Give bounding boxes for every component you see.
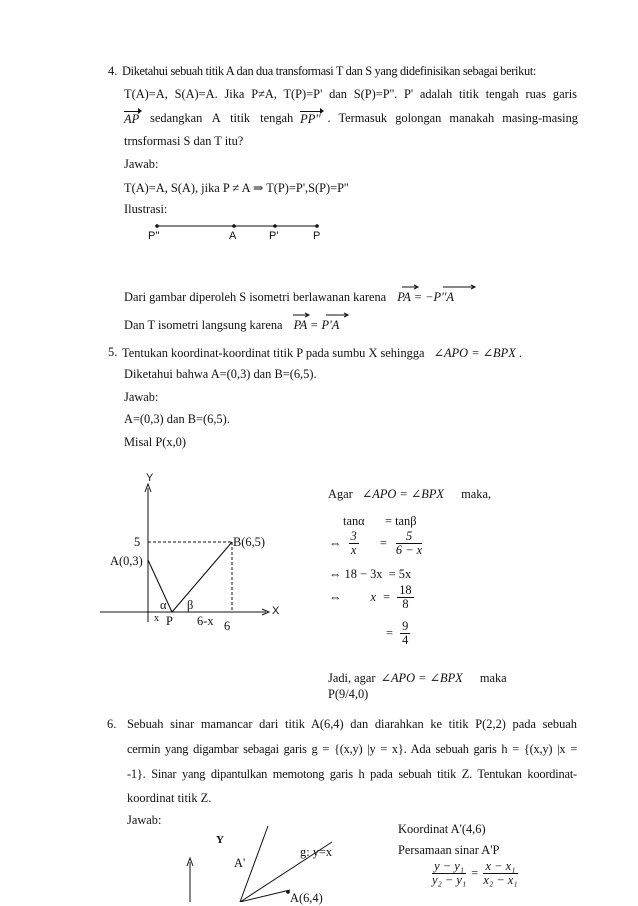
- q5-agar-eq: ∠APO = ∠BPX: [361, 487, 445, 501]
- q5-step2-rden: 6 − x: [395, 543, 423, 557]
- q5-step5-den: 4: [402, 633, 409, 647]
- q6-formula-lnum: y − y₁: [432, 860, 466, 874]
- q5-line1-eq: ∠APO = ∠BPX: [433, 346, 516, 360]
- q6-line1: Sebuah sinar mamancar dari titik A(6,4) dan diarahkan ke titik P(2,2) pada sebuah: [127, 717, 577, 731]
- q4-conclusion-1: Dari gambar diperoleh S isometri berlawanan karena PA = −P''A: [124, 290, 454, 304]
- q5-agar: Agar ∠APO = ∠BPX maka,: [328, 487, 492, 501]
- q5-given: A=(0,3) dan B=(6,5).: [124, 412, 230, 426]
- q5-step3: ⇔ 18 − 3x = 5x: [329, 567, 412, 581]
- q5-step2: ⇔ $\frac{3}{x}$ = $\frac{5}{6 - x}$: [329, 529, 423, 557]
- q5-step4: ⇔ x = $\frac{18}{8}$: [329, 583, 412, 611]
- q4-conclusion-1-eq: PA = −P''A: [397, 290, 454, 304]
- q4-conclusion-2-eq: PA = P'A: [293, 318, 340, 332]
- q6-formula-rnum: x − x₁: [483, 860, 517, 874]
- q6-graph-g: g: y=x: [300, 845, 333, 859]
- q6-formula-lden: y₂ − y₁: [432, 873, 467, 887]
- q5-line2: Diketahui bahwa A=(0,3) dan B=(6,5).: [124, 367, 317, 381]
- q5-step5-num: 9: [402, 619, 409, 633]
- q4-point-a: A: [229, 230, 237, 242]
- q6-line2: cermin yang digambar sebagai garis g = {(x,y) |y = x}. Ada sebuah garis h = {(x,y) |x =: [127, 742, 577, 756]
- q6-number: 6.: [107, 717, 117, 731]
- q5-jadi-eq: ∠APO = ∠BPX: [380, 671, 463, 685]
- q4-answer: T(A)=A, S(A), jika P ≠ A ⇒ T(P)=P',S(P)=P'': [124, 181, 349, 195]
- q5-step5: = $\frac{9}{4}$: [386, 619, 409, 647]
- q6-graph-aprime: A': [234, 856, 246, 870]
- q4-vector-arrows-1: [401, 283, 481, 291]
- q6-graph: [180, 820, 360, 902]
- q4-line2: T(A)=A, S(A)=A. Jika P≠A, T(P)=P' dan S(P)=P''. P' adalah titik tengah ruas garis: [124, 87, 577, 101]
- q5-graph-six-minus-x: 6-x: [197, 614, 214, 628]
- q5-step2-rnum: 5: [396, 530, 422, 544]
- q5-graph-y-axis: Y: [146, 472, 154, 484]
- q5-jadi: Jadi, agar ∠APO = ∠BPX maka: [328, 671, 507, 685]
- q4-line4: trnsformasi S dan T itu?: [124, 134, 244, 148]
- q6-graph-y: Y: [216, 834, 224, 846]
- q6-formula: $\frac{\text{y − y₁}}{\text{y₂ − y₁}}$ = $\frac{\text{x − x₁}}{\text{x₂ − x₁}}$: [432, 859, 518, 887]
- q4-point-p: P: [313, 230, 321, 242]
- q4-line3-end: . Termasuk golongan manakah masing-masing: [327, 111, 578, 125]
- q5-line1: Tentukan koordinat-koordinat titik P pada sumbu X sehingga ∠APO = ∠BPX .: [122, 346, 522, 360]
- q5-graph-x: x: [154, 613, 159, 624]
- q6-persamaan: Persamaan sinar A'P: [398, 843, 500, 857]
- q5-graph-a: A(0,3): [110, 554, 143, 568]
- q5-graph-y5: 5: [134, 535, 141, 549]
- q5-step2-lden: x: [350, 543, 357, 557]
- q5-result: P(9/4,0): [328, 687, 369, 701]
- q5-graph-b: B(6,5): [233, 535, 266, 549]
- q5-graph-six: 6: [224, 619, 231, 633]
- q4-segment-ap: AP: [124, 112, 140, 126]
- q4-line3: [124, 111, 578, 127]
- q5-step4-den: 8: [402, 597, 409, 611]
- q6-line3: -1}. Sinar yang dipantulkan memotong garis h pada sebuah titik Z. Tentukan koordinat-: [127, 767, 577, 781]
- q5-graph-alpha: α: [160, 598, 167, 612]
- q4-point-pprime: P': [269, 230, 279, 242]
- q4-conclusion-2: Dan T isometri langsung karena PA = P'A: [124, 318, 340, 332]
- q4-ilustrasi: Ilustrasi:: [124, 202, 168, 216]
- q5-step1-right: = tanβ: [385, 514, 417, 528]
- q4-line3-mid: sedangkan A titik tengah: [150, 111, 294, 125]
- q4-jawab: Jawab:: [124, 157, 159, 171]
- q4-point-pdoubleprime: P'': [148, 230, 160, 242]
- q6-formula-rden: x₂ − x₁: [483, 873, 518, 887]
- q4-number: 4.: [108, 64, 118, 78]
- q6-koordinat: Koordinat A'(4,6): [398, 822, 486, 836]
- q5-misal: Misal P(x,0): [124, 435, 186, 449]
- q5-step2-lnum: 3: [350, 529, 357, 543]
- q5-step4-num: 18: [399, 583, 412, 597]
- q5-graph-p: P: [166, 614, 173, 628]
- q5-number: 5.: [108, 345, 118, 359]
- q4-line1: Diketahui sebuah titik A dan dua transformasi T dan S yang didefinisikan sebagai berikut:: [122, 64, 537, 78]
- q5-jawab: Jawab:: [124, 390, 159, 404]
- q4-illustration: [140, 218, 340, 248]
- q6-jawab: Jawab:: [127, 813, 162, 827]
- q4-segment-pp: PP'': [300, 112, 321, 126]
- q5-step1-left: tanα: [343, 514, 365, 528]
- q5-graph-beta: β: [187, 598, 194, 612]
- q6-graph-a: A(6,4): [290, 891, 323, 905]
- q5-graph-x-axis: X: [272, 605, 280, 617]
- q4-vector-arrows-2: [292, 311, 356, 319]
- q6-line4: koordinat titik Z.: [127, 791, 212, 805]
